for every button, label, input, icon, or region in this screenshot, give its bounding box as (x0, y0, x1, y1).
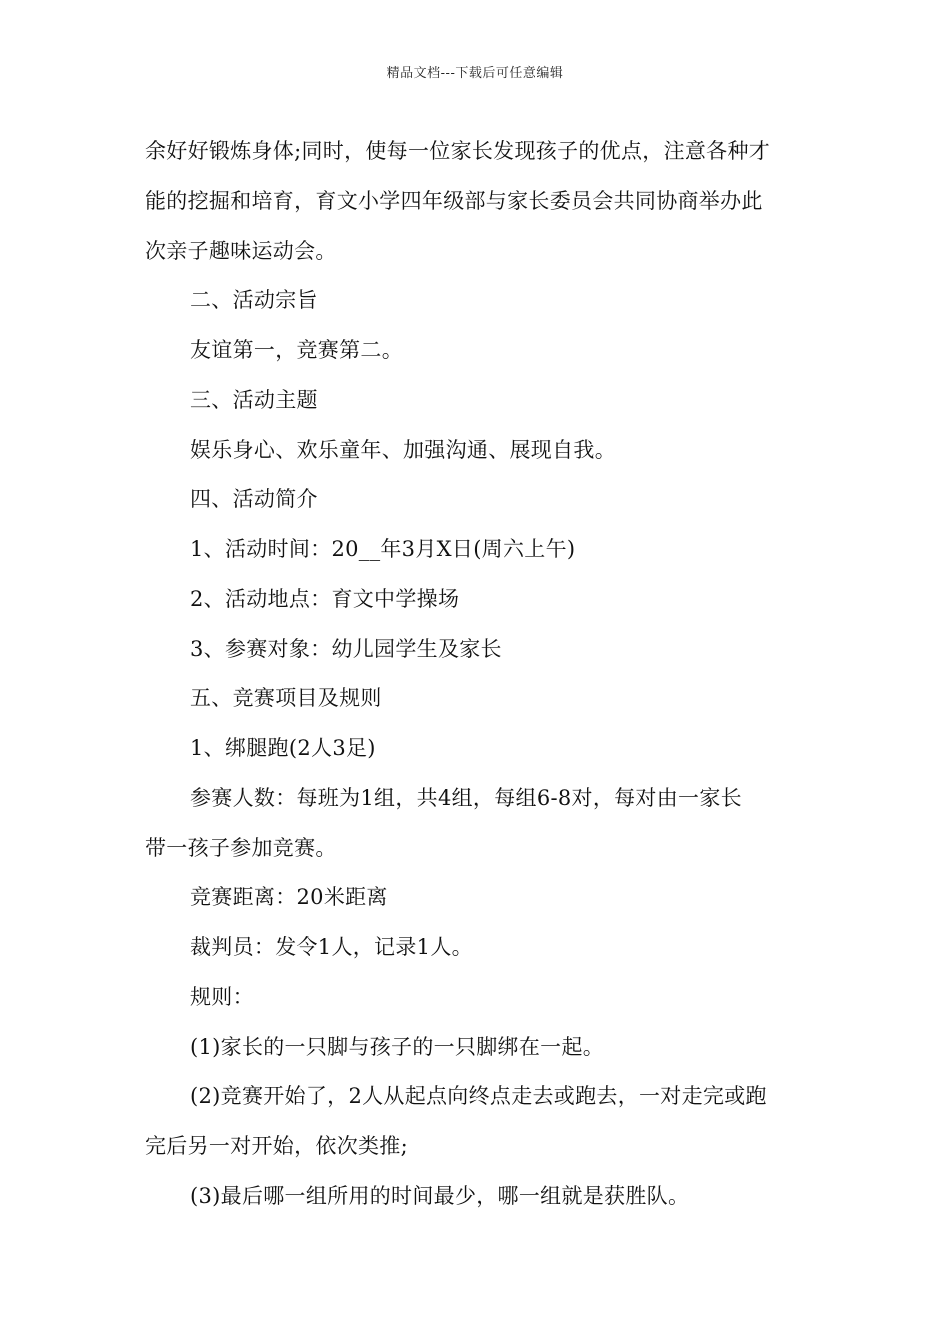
paragraph-line: 规则： (190, 985, 254, 1009)
paragraph-line: 裁判员：发令1人，记录1人。 (190, 935, 473, 959)
section-heading: 五、竞赛项目及规则 (190, 686, 382, 710)
paragraph-line: 娱乐身心、欢乐童年、加强沟通、展现自我。 (190, 438, 616, 462)
list-item: 3、参赛对象：幼儿园学生及家长 (190, 637, 502, 661)
rule-item: (1)家长的一只脚与孩子的一只脚绑在一起。 (190, 1035, 605, 1059)
paragraph-line: 次亲子趣味运动会。 (145, 239, 337, 263)
paragraph-line: 能的挖掘和培育，育文小学四年级部与家长委员会共同协商举办此 (145, 189, 763, 213)
paragraph-line: 参赛人数：每班为1组，共4组，每组6-8对，每对由一家长 (190, 786, 742, 810)
paragraph-line: 完后另一对开始，依次类推; (145, 1134, 408, 1158)
section-heading: 二、活动宗旨 (190, 288, 318, 312)
section-heading: 三、活动主题 (190, 388, 318, 412)
paragraph-line: 友谊第一，竞赛第二。 (190, 338, 403, 362)
page-header: 精品文档---下载后可任意编辑 (386, 66, 564, 81)
rule-item: (2)竞赛开始了，2人从起点向终点走去或跑去，一对走完或跑 (190, 1084, 767, 1108)
list-item: 2、活动地点：育文中学操场 (190, 587, 460, 611)
section-heading: 四、活动简介 (190, 487, 318, 511)
list-item: 1、活动时间：20__年3月X日(周六上午) (190, 537, 576, 561)
paragraph-line: 竞赛距离：20米距离 (190, 885, 388, 909)
rule-item: (3)最后哪一组所用的时间最少，哪一组就是获胜队。 (190, 1184, 690, 1208)
list-item: 1、绑腿跑(2人3足) (190, 736, 376, 760)
paragraph-line: 余好好锻炼身体;同时，使每一位家长发现孩子的优点，注意各种才 (145, 139, 771, 163)
paragraph-line: 带一孩子参加竞赛。 (145, 836, 337, 860)
